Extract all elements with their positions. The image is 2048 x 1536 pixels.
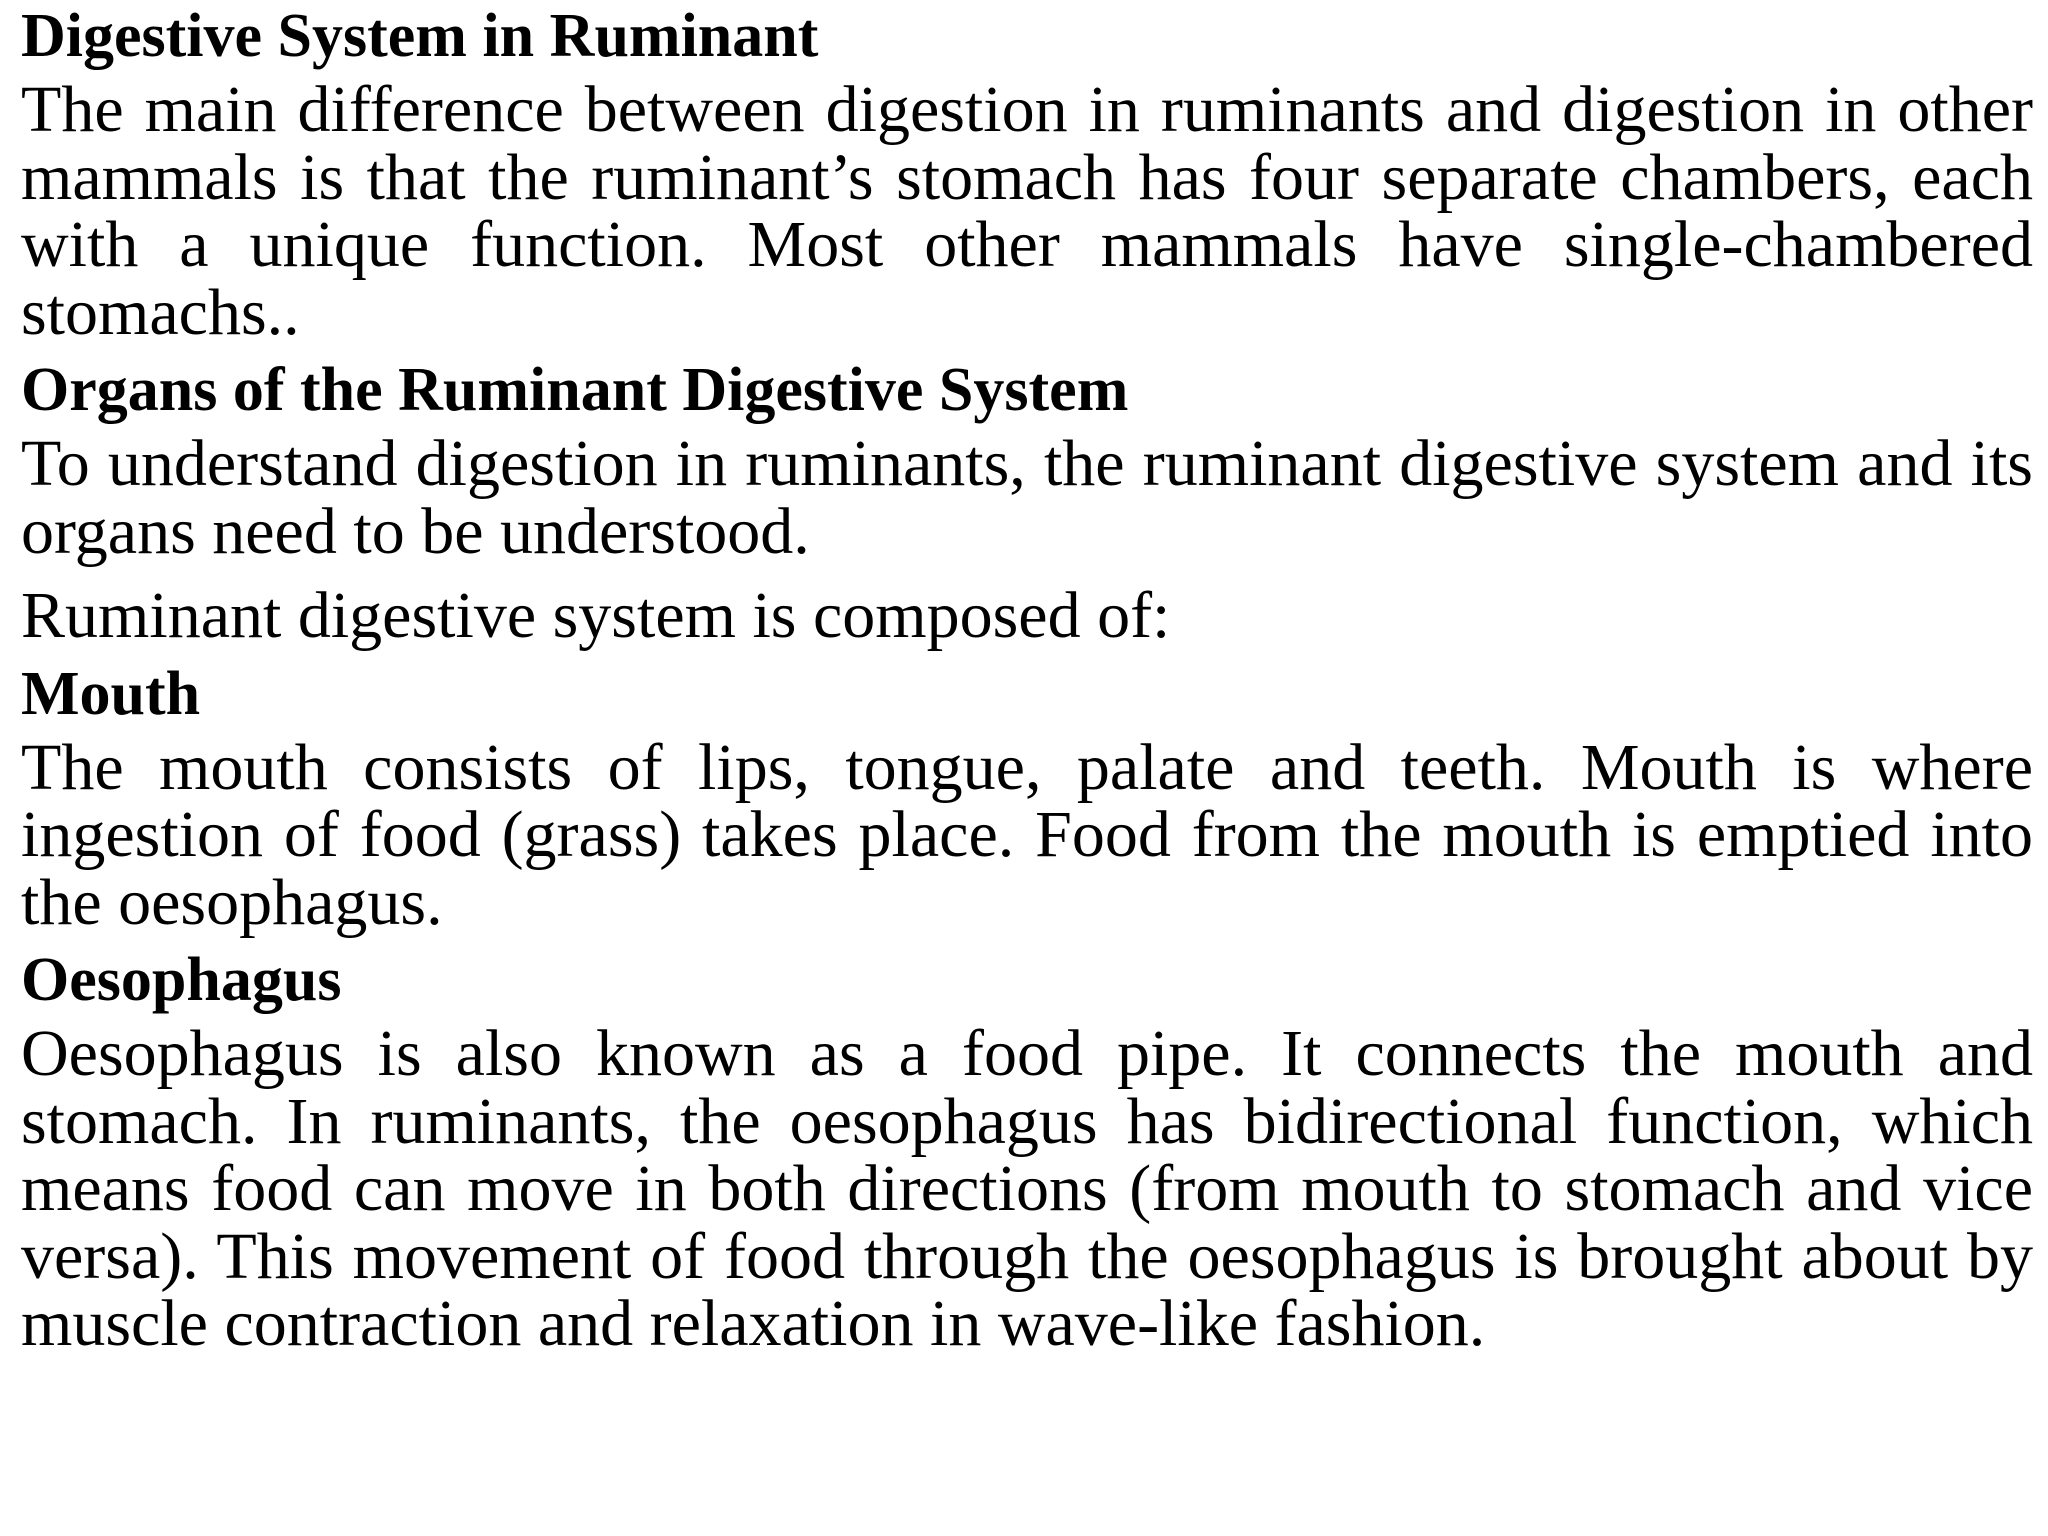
paragraph-mouth: The mouth consists of lips, tongue, palate and teeth. Mouth is where ingestion of food (grass) takes place. Food from the mouth is emptied into the oesophagus. xyxy=(21,730,2033,939)
section-heading-organs: Organs of the Ruminant Digestive System xyxy=(21,356,1129,424)
section-heading-oesophagus: Oesophagus xyxy=(21,946,342,1014)
section-heading-mouth: Mouth xyxy=(21,659,201,728)
paragraph-digestion-difference: The main difference between digestion in ruminants and digestion in other mammals is that the ruminant’s stomach has four separate chambers, each with a unique function. Most other mammals have single-chambered stomachs.. xyxy=(21,73,2033,349)
paragraph-understand-digestion: To understand digestion in ruminants, the ruminant digestive system and its organs need to be understood. xyxy=(21,427,2033,568)
document-page xyxy=(21,0,2033,1358)
paragraph-oesophagus: Oesophagus is also known as a food pipe. It connects the mouth and stomach. In ruminants, the oesophagus has bidirectional function, which means food can move in both directions (from mouth to stomach and vice versa). This movement of food through the oesophagus is brought about by muscle contraction and relaxation in wave-like fashion. xyxy=(21,1017,2033,1360)
paragraph-composed-of: Ruminant digestive system is composed of: xyxy=(21,579,1171,652)
section-heading-digestive-system: Digestive System in Ruminant xyxy=(21,2,819,70)
